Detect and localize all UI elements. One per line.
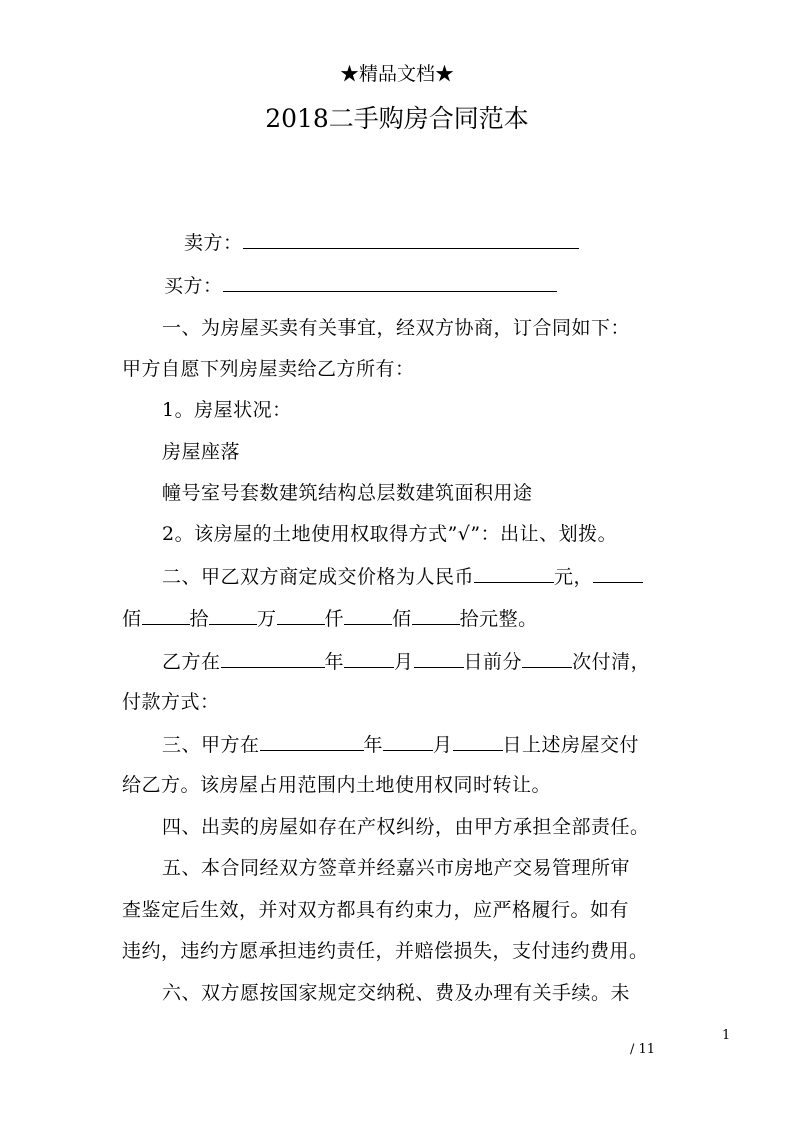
price-blank-2 [593,564,643,583]
payment-date-line [162,649,732,674]
payment-day: 日前分 [463,651,523,673]
delivery-day-blank [453,732,503,751]
amount-blank-1 [142,606,190,625]
delivery-month-blank [383,732,433,751]
delivery-date-line [162,732,732,757]
amount-bai-1: 佰 [122,608,142,630]
seller-label: 卖方： [184,232,243,254]
amount-line [122,606,692,631]
paragraph-17: 六、双方愿按国家规定交纳税、费及办理有关手续。未 [162,982,631,1004]
delivery-month: 月 [433,734,453,756]
paragraph-5: 幢号室号套数建筑结构总层数建筑面积用途 [162,482,533,504]
buyer-line [164,273,734,298]
buyer-blank [223,273,557,292]
seller-line [184,230,754,255]
page-number: 1 [722,1028,731,1043]
paragraph-12: 给乙方。该房屋占用范围内土地使用权同时转让。 [122,774,552,796]
amount-blank-5 [412,606,460,625]
payment-year-blank [221,649,325,668]
payment-year: 年 [324,651,345,673]
amount-qian: 仟 [324,608,345,630]
payment-label: 乙方在 [162,651,221,673]
payment-month: 月 [394,651,414,673]
paragraph-16: 违约，违约方愿承担违约责任，并赔偿损失，支付违约费用。 [122,940,649,962]
delivery-day: 日上述房屋交付 [502,734,640,756]
document-title: 2018二手购房合同范本 [265,104,529,133]
paragraph-14: 五、本合同经双方签章并经嘉兴市房地产交易管理所审 [162,857,631,879]
page-header: ★精品文档★ [339,63,454,85]
price-line [162,564,732,589]
paragraph-10: 付款方式： [122,691,220,713]
paragraph-6: 2。该房屋的土地使用权取得方式”√”：出让、划拨。 [162,523,618,545]
payment-day-blank [414,649,464,668]
seller-blank [243,230,579,249]
page-total: / 11 [630,1042,656,1057]
amount-blank-2 [209,606,257,625]
paragraph-4: 房屋座落 [162,441,241,463]
paragraph-13: 四、出卖的房屋如存在产权纠纷，由甲方承担全部责任。 [162,816,650,838]
paragraph-1: 一、为房屋买卖有关事宜，经双方协商，订合同如下： [162,317,631,339]
paragraph-3: 1。房屋状况： [162,399,292,421]
paragraph-15: 查鉴定后生效，并对双方都具有约束力，应严格履行。如有 [122,899,630,921]
payment-month-blank [344,649,394,668]
price-label: 二、甲乙双方商定成交价格为人民币 [162,566,475,588]
buyer-label: 买方： [164,275,223,297]
amount-shi-1: 拾 [189,608,210,630]
paragraph-2: 甲方自愿下列房屋卖给乙方所有： [122,358,415,380]
amount-blank-3 [277,606,325,625]
payment-times: 次付清， [572,651,651,673]
delivery-year-blank [260,732,364,751]
delivery-label: 三、甲方在 [162,734,260,756]
amount-bai-2: 佰 [392,608,412,630]
payment-times-blank [522,649,572,668]
price-blank [474,564,554,583]
amount-end: 拾元整。 [459,608,538,630]
price-unit: 元， [554,566,594,588]
delivery-year: 年 [363,734,384,756]
amount-blank-4 [344,606,392,625]
amount-wan: 万 [257,608,277,630]
